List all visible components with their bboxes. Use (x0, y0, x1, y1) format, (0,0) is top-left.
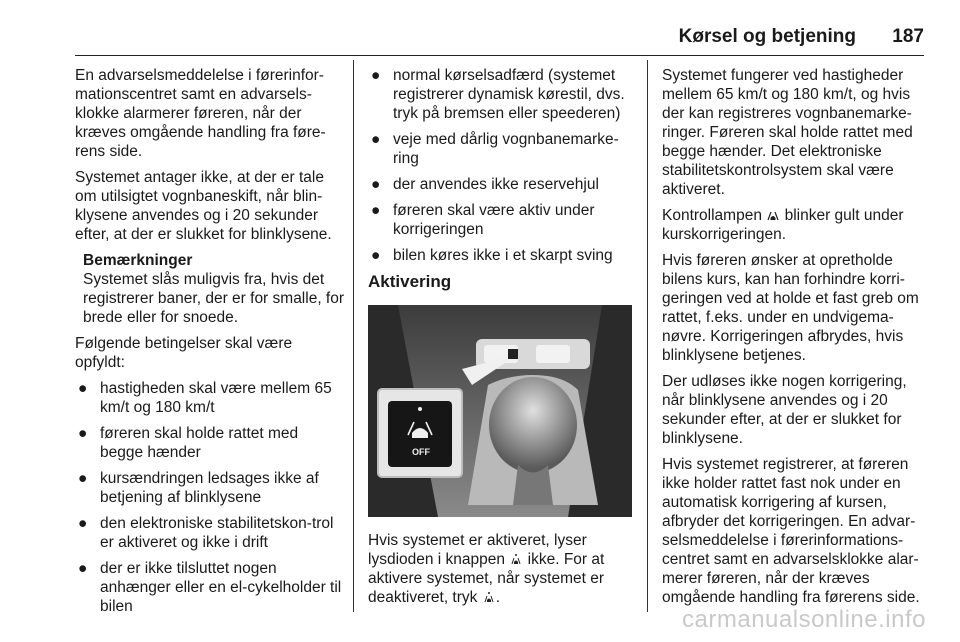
column-divider (353, 60, 354, 612)
photo-label: OFF (412, 447, 430, 457)
note-text: Systemet slås muligvis fra, hvis det registrerer baner, der er for smalle, for brede eller for snoede. (83, 271, 345, 326)
text-span: . (495, 589, 501, 606)
lane-keep-control-lamp-icon (766, 209, 780, 221)
paragraph: Systemet fungerer ved hastigheder mellem 65 km/t og 180 km/t, og hvis der kan registreres vognbanemarke-ringer. Føreren skal holde rattet med begge hænder. Det elektroniske stabilitetskontrolsystem skal være aktiveret. (662, 67, 913, 198)
list-item-text: der anvendes ikke reservehjul (393, 176, 599, 193)
text-span: Kontrollampen (662, 207, 762, 224)
paragraph: En advarselsmeddelelse i førerinfor-mationscentret samt en advarsels-klokke alarmerer føreren, når der kræves omgående handling fra føre-rens side. (75, 67, 326, 160)
list-item-text: normal kørselsadfærd (systemet registrerer dynamisk kørestil, dvs. tryk på bremsen eller speederen) (393, 67, 625, 122)
page-number: 187 (892, 26, 924, 47)
list-item (75, 424, 345, 462)
list-item (368, 246, 636, 265)
text-span: Hvis systemet er aktiveret, lyser lysdioden i knappen (368, 532, 587, 568)
watermark: carmanualsonline.info (682, 606, 926, 633)
list-item (368, 130, 636, 168)
list-item-text: den elektroniske stabilitetskon-trol er aktiveret og ikke i drift (100, 515, 334, 551)
bullet-icon: ● (371, 176, 381, 193)
note-heading: Bemærkninger (83, 252, 193, 269)
list-item (368, 175, 636, 194)
list-item-text: føreren skal holde rattet med begge hænder (100, 425, 299, 461)
text-span: ikke. For at aktivere systemet, når systemet er deaktiveret, tryk (368, 551, 605, 606)
column-3 (662, 66, 930, 614)
paragraph: Der udløses ikke nogen korrigering, når blinklysene anvendes og i 20 sekunder efter, at der er slukket for blinklysene. (662, 373, 907, 447)
paragraph: Hvis systemet registrerer, at føreren ikke holder rattet fast nok under en automatisk korrigering af kursen, afbryder det korrigeringen. En advar-selsmeddelelse i førerinformations-centret samt en advarselsklokke alar-merer føreren, når der kræves omgående handling fra førerens side. (662, 456, 920, 606)
list-item (368, 201, 636, 239)
list-item-text: veje med dårlig vognbanemarke-ring (393, 131, 619, 167)
list-item-text: hastigheden skal være mellem 65 km/t og 180 km/t (100, 380, 332, 416)
column-divider (647, 60, 648, 612)
bullet-list (75, 379, 345, 616)
list-item-text: bilen køres ikke i et skarpt sving (393, 247, 613, 264)
page-header (0, 0, 960, 56)
list-item (75, 514, 345, 552)
bullet-icon: ● (371, 67, 381, 84)
note-box (83, 251, 345, 327)
lane-keep-assist-button-icon (509, 553, 523, 565)
paragraph (368, 531, 636, 607)
column-2 (368, 66, 636, 614)
list-item (75, 469, 345, 507)
text-span: blinker gult under kurskorrigeringen. (662, 207, 904, 243)
page-title: Kørsel og betjening (678, 26, 856, 47)
bullet-icon: ● (78, 380, 88, 397)
header-rule (75, 55, 924, 56)
list-item (368, 66, 636, 123)
list-item (75, 379, 345, 417)
list-item-text: der er ikke tilsluttet nogen anhænger eller en el-cykelholder til bilen (100, 560, 342, 615)
console-photo (368, 305, 632, 517)
column-1 (75, 66, 345, 623)
bullet-icon: ● (78, 470, 88, 487)
list-item-text: kursændringen ledsages ikke af betjening af blinklysene (100, 470, 319, 506)
paragraph: Hvis føreren ønsker at opretholde bilens kurs, kan han forhindre korri-geringen ved at holde et fast greb om rattet, f.eks. under en undvigema-nøvre. Korrigeringen afbrydes, hvis blinklysene betjenes. (662, 252, 919, 364)
bullet-icon: ● (78, 515, 88, 532)
section-heading: Aktivering (368, 272, 452, 291)
lane-keep-assist-button-icon (482, 591, 496, 603)
bullet-list (368, 66, 636, 265)
bullet-icon: ● (78, 425, 88, 442)
paragraph: Følgende betingelser skal være opfyldt: (75, 335, 293, 371)
bullet-icon: ● (371, 247, 381, 264)
list-item (75, 559, 345, 616)
list-item-text: føreren skal være aktiv under korrigeringen (393, 202, 595, 238)
paragraph (662, 206, 930, 244)
bullet-icon: ● (371, 202, 381, 219)
bullet-icon: ● (78, 560, 88, 577)
paragraph: Systemet antager ikke, at der er tale om utilsigtet vognbaneskift, når blin-klysene anvendes og i 20 sekunder efter, at der er slukket for blinklysene. (75, 169, 332, 243)
bullet-icon: ● (371, 131, 381, 148)
